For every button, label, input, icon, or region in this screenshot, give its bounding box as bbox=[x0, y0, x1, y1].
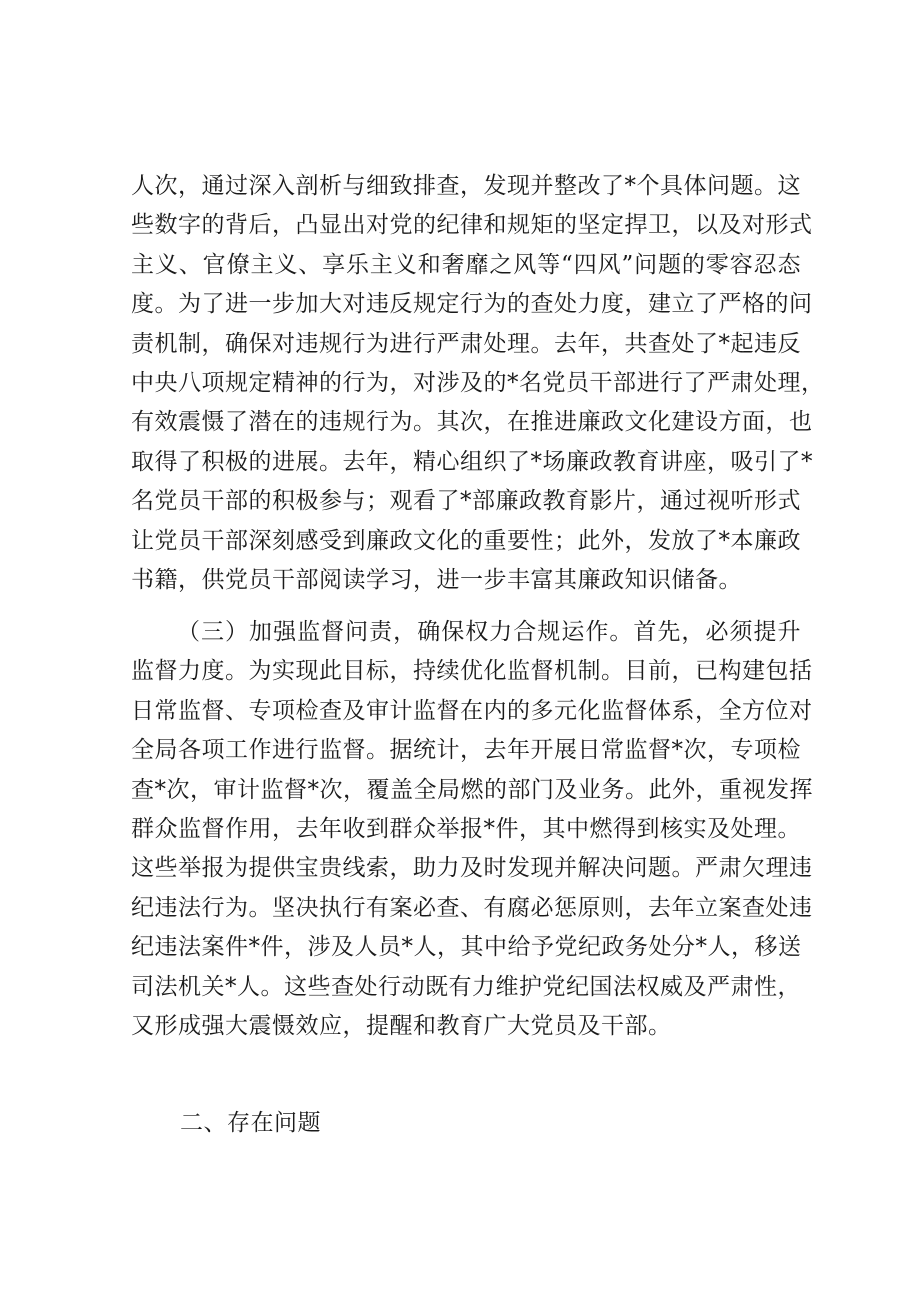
text-line: 些数字的背后，凸显出对党的纪律和规矩的坚定捍卫，以及对形式 bbox=[131, 212, 813, 239]
text-line: 监督力度。为实现此目标，持续优化监督机制。目前，已构建包括 bbox=[131, 658, 813, 685]
text-line: 又形成强大震慑效应，提醒和教育广大党员及干部。 bbox=[131, 1012, 672, 1039]
text-line: 书籍，供党员干部阅读学习，进一步丰富其廉政知识储备。 bbox=[131, 566, 742, 593]
paragraph-discipline-results bbox=[131, 167, 825, 600]
text-line: （三）加强监督问责，确保权力合规运作。首先，必须提升 bbox=[177, 619, 801, 645]
paragraph-supervision-accountability bbox=[131, 613, 813, 1046]
text-line: 度。为了进一步加大对违反规定行为的查处力度，建立了严格的问 bbox=[131, 291, 813, 318]
section-heading-existing-problems: 二、存在问题 bbox=[180, 1110, 321, 1136]
text-line: 名党员干部的积极参与；观看了*部廉政教育影片，通过视听形式 bbox=[131, 488, 801, 515]
text-line: 群众监督作用，去年收到群众举报*件，其中燃得到核实及处理。 bbox=[131, 815, 801, 842]
text-line: 司法机关*人。这些查处行动既有力维护党纪国法权威及严肃性， bbox=[131, 973, 801, 1000]
text-line: 日常监督、专项检查及审计监督在内的多元化监督体系，全方位对 bbox=[131, 697, 813, 724]
text-line: 人次，通过深入剖析与细致排查，发现并整改了*个具体问题。这 bbox=[131, 173, 801, 199]
text-line: 让党员干部深刻感受到廉政文化的重要性；此外，发放了*本廉政 bbox=[131, 527, 801, 554]
text-line: 主义、官僚主义、享乐主义和奢靡之风等“四风”问题的零容忍态 bbox=[131, 251, 801, 278]
text-line: 有效震慑了潜在的违规行为。其次，在推进廉政文化建设方面，也 bbox=[131, 409, 813, 436]
text-line: 查*次，审计监督*次，覆盖全局燃的部门及业务。此外，重视发挥 bbox=[131, 776, 813, 803]
text-line: 取得了积极的进展。去年，精心组织了*场廉政教育讲座，吸引了* bbox=[131, 448, 813, 475]
text-line: 纪违法行为。坚决执行有案必查、有腐必惩原则，去年立案查处违 bbox=[131, 894, 813, 921]
text-line: 全局各项工作进行监督。据统计，去年开展日常监督*次，专项检 bbox=[131, 737, 801, 764]
text-line: 责机制，确保对违规行为进行严肃处理。去年，共查处了*起违反 bbox=[131, 330, 801, 357]
text-line: 这些举报为提供宝贵线索，助力及时发现并解决问题。严肃欠理违 bbox=[131, 855, 813, 882]
text-line: 纪违法案件*件，涉及人员*人，其中给予党纪政务处分*人，移送 bbox=[131, 934, 802, 961]
text-line: 中央八项规定精神的行为，对涉及的*名党员干部进行了严肃处理， bbox=[131, 369, 825, 396]
